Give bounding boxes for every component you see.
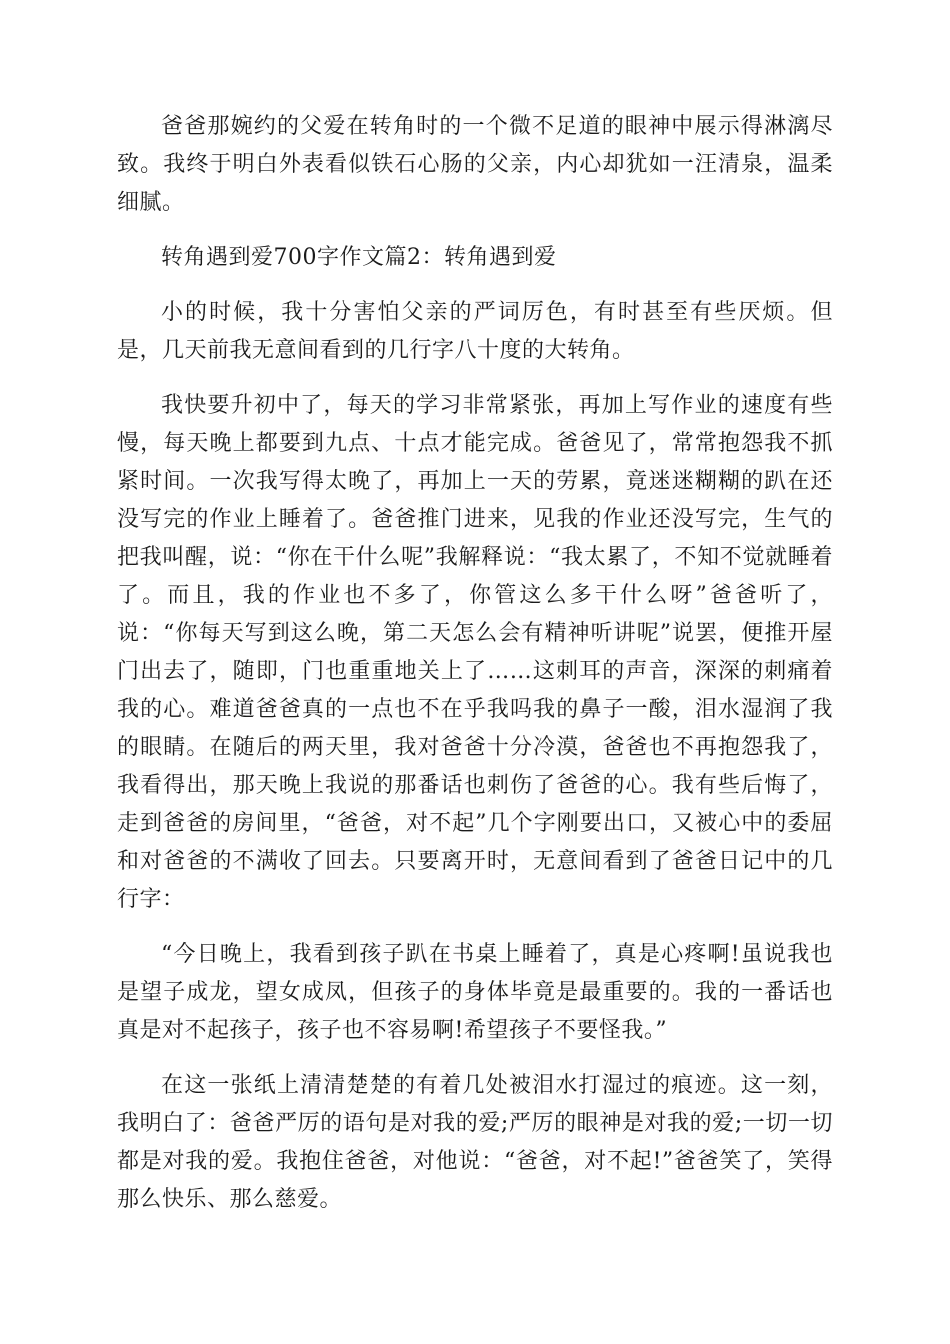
section-heading: 转角遇到爱700字作文篇2：转角遇到爱 xyxy=(161,245,557,270)
paragraph: 小的时候，我十分害怕父亲的严词厉色，有时甚至有些厌烦。但是，几天前我无意间看到的几行字八十度的大转角。 xyxy=(117,300,833,363)
paragraph: 爸爸那婉约的父爱在转角时的一个微不足道的眼神中展示得淋漓尽致。我终于明白外表看似铁石心肠的父亲，内心却犹如一汪清泉，温柔细腻。 xyxy=(117,114,833,215)
quoted-diary-paragraph: “今日晚上，我看到孩子趴在书桌上睡着了，真是心疼啊!虽说我也是望子成龙，望女成凤，但孩子的身体毕竟是最重要的。我的一番话也真是对不起孩子，孩子也不容易啊!希望孩子不要怪我。” xyxy=(117,942,833,1043)
paragraph: 我快要升初中了，每天的学习非常紧张，再加上写作业的速度有些慢，每天晚上都要到九点、十点才能完成。爸爸见了，常常抱怨我不抓紧时间。一次我写得太晚了，再加上一天的劳累，竟迷迷糊糊的趴在还没写完的作业上睡着了。爸爸推门进来，见我的作业还没写完，生气的把我叫醒，说：“你在干什么呢”我解释说：“我太累了，不知不觉就睡着了。而且，我的作业也不多了，你管这么多干什么呀”爸爸听了，说：“你每天写到这么晚，第二天怎么会有精神听讲呢”说罢，便推开屋门出去了，随即，门也重重地关上了……这刺耳的声音，深深的刺痛着我的心。难道爸爸真的一点也不在乎我吗我的鼻子一酸，泪水湿润了我的眼睛。在随后的两天里，我对爸爸十分冷漠，爸爸也不再抱怨我了，我看得出，那天晚上我说的那番话也刺伤了爸爸的心。我有些后悔了，走到爸爸的房间里，“爸爸，对不起”几个字刚要出口，又被心中的委屈和对爸爸的不满收了回去。只要离开时，无意间看到了爸爸日记中的几行字： xyxy=(117,393,833,912)
document-body xyxy=(117,108,833,1236)
paragraph: 在这一张纸上清清楚楚的有着几处被泪水打湿过的痕迹。这一刻，我明白了：爸爸严厉的语句是对我的爱;严厉的眼神是对我的爱;一切一切都是对我的爱。我抱住爸爸，对他说：“爸爸，对不起!”爸爸笑了，笑得那么快乐、那么慈爱。 xyxy=(117,1073,833,1212)
